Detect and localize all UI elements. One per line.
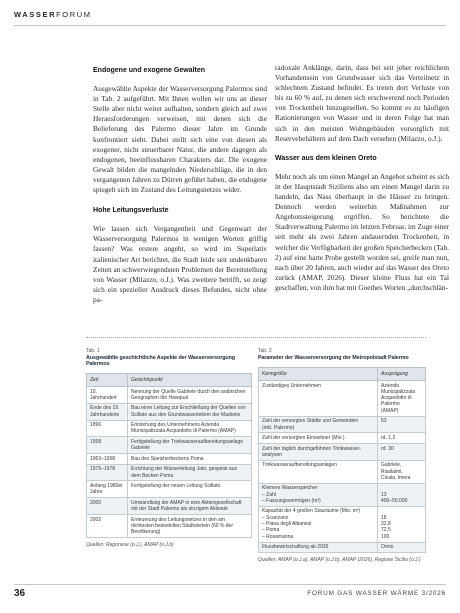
page-footer [14, 584, 446, 600]
cell-line: Acquedotto di Palermo [381, 395, 412, 408]
cell-period: Anfang 1980er Jahre [87, 481, 128, 498]
cell-line: – Rosamarina [262, 533, 294, 540]
cell-line: – Poma [262, 527, 280, 534]
cell-aspect: Fertigstellung der Trinkwasseraufbereitungsanlage Gabriele [128, 437, 252, 454]
table-row [87, 420, 252, 437]
logo-light: FORUM [56, 10, 92, 19]
table-1 [86, 348, 252, 548]
cell-line: Zuständiges Unternehmen [262, 382, 321, 389]
cell-value [378, 483, 426, 506]
section-heading: Wasser aus dem kleinen Oreto [275, 154, 377, 162]
cell-parameter [259, 443, 378, 460]
cell-aspect: Nennung der Quelle Gabriele durch den arabischen Geographen Ibn Hawqual [128, 387, 252, 404]
cell-parameter [259, 460, 378, 483]
right-text-column [275, 63, 449, 293]
table-row [87, 387, 252, 404]
cell-value [378, 443, 426, 460]
cell-line: analysen [262, 451, 283, 458]
cell-parameter [259, 542, 378, 552]
cell-line: – Zahl [262, 491, 276, 498]
table-row [87, 437, 252, 454]
table-row [259, 506, 426, 542]
cell-line: 400–50.000 [381, 497, 408, 504]
cell-line: Kapazität der 4 großen Stauräume (Mio. m³) [262, 508, 361, 515]
cell-value [378, 460, 426, 483]
table-row [259, 542, 426, 552]
column-header: Gesichtspunkt [128, 374, 252, 387]
page-number: 36 [14, 588, 26, 599]
cell-line: Gabriele, Risalaimi, [381, 462, 403, 475]
page-header [14, 10, 446, 26]
cell-line: 13 [381, 491, 387, 498]
table-title: Parameter der Wasserversorgung der Metropolstadt Palermo [258, 355, 409, 361]
section-heading: Endogene und exogene Gewalten [93, 67, 206, 74]
cell-period: 10. Jahrhundert [87, 387, 128, 404]
table-row [87, 481, 252, 498]
table-row [87, 403, 252, 420]
logo-bold: WASSER [14, 10, 57, 19]
table-row [259, 460, 426, 483]
cell-period: 2000 [87, 498, 128, 515]
table-2 [258, 348, 426, 563]
cell-line: (AMAP) [381, 407, 399, 414]
table-row [87, 464, 252, 481]
table-row [259, 433, 426, 443]
cell-line: (inkl. Palermo) [262, 424, 295, 431]
table-row [259, 381, 426, 417]
cell-line: Oreto [381, 544, 394, 551]
cell-line: Flussbewirtschaftung ab 2026 [262, 544, 329, 551]
cell-parameter [259, 381, 378, 417]
cell-period: 1896 [87, 420, 128, 437]
magazine-logo [14, 10, 446, 19]
cell-period: Ende des 19. Jahrhunderts [87, 403, 128, 420]
column-header: Zeit [87, 374, 128, 387]
table-row [87, 454, 252, 464]
cell-line: 53 [381, 418, 387, 425]
footer-rule [14, 584, 446, 585]
cell-parameter [259, 433, 378, 443]
cell-parameter [259, 483, 378, 506]
table-number: Tab. 1 [86, 348, 100, 354]
column-header: Ausprägung [378, 368, 426, 381]
cell-aspect: Entstehung des Unternehmens Azienda Municipalizzata Acquedotto di Palermo (AMAP) [128, 420, 252, 437]
cell-aspect: Bau des Speicherbeckens Poma [128, 454, 252, 464]
cell-aspect: Umwandlung der AMAP in eine Aktiengesellschaft mit der Stadt Palermo als einzigem Aktionär [128, 498, 252, 515]
cell-aspect: Fertigstellung der neuen Leitung Scillato [128, 481, 252, 498]
body-paragraph: Wie lassen sich Vergangenheit und Gegenwart der Wasserversorgung Palermos in wenigen Worten griffig fassen? Was erstere angeht, so wird im Superlativ italienischer Art berichtet, die Stadt leide seit undenkbaren Zeiten an schwerwiegendsten Problemen der Bereitstellung von Wasser (Milazzo, o.J.). Was zweitere betrifft, so zeigt sich ein spezieller Ausdruck dieses Befundes, nicht ohne pa- [93, 224, 267, 304]
cell-value [378, 506, 426, 542]
header-rule [14, 25, 446, 26]
cell-line: Zahl der versorgten Einwohner (Mio.) [262, 435, 345, 442]
cell-line: rd. 1,2 [381, 435, 396, 442]
table-title: Ausgewählte geschichtliche Aspekte der Wasserversorgung Palermos [86, 355, 235, 367]
cell-value [378, 381, 426, 417]
table-source: Quellen: AMAP (o.J.a), AMAP (o.J.b), AMAP (2026), Regione Sicilia (o.J.) [258, 557, 421, 564]
cell-aspect: Bau einer Leitung zur Erschließung der Quellen von Scillato aus den Grundwasserleitern der Madonie [128, 403, 252, 420]
table-number: Tab. 2 [258, 348, 272, 354]
table-row [259, 483, 426, 506]
cell-parameter [259, 416, 378, 433]
body-paragraph: Mehr noch als um einen Mangel an Angebot scheint es sich in der Hauptstadt Siziliens also um einen Mangel darin zu handeln, das Nass überhaupt in die Häuser zu bringen. Dennoch werden weiterhin Maßnahmen zur Angebotssteigerung ergriffen. So berichtete die Stadtverwaltung Palermo im letzten Februar, im Zuge einer seit mehr als zwei Jahren andauernden Trockenheit, in welcher die Verfügbarkeit der großen Speicherbecken (Tab. 2) auf eine harte Probe gestellt worden sei, greife man nun, nach über 20 Jahren, auch wieder auf das Wasser des Oreto zurück (AMAP, 2026). Dieser kleine Fluss hat ein Tal geschaffen, von ihm hat mit Goethes Worten „durchschlän- [275, 171, 449, 292]
cell-line: Zahl der täglich durchgeführten Trinkwasser- [262, 445, 361, 452]
column-header: Kenngröße [259, 368, 378, 381]
parameter-table [258, 367, 426, 553]
table-source: Quellen: Ragonese (o.J.), AMAP (o.J.b) [86, 542, 174, 549]
cell-line: Trinkwasseraufbereitungsanlagen [262, 462, 337, 469]
table-row [259, 416, 426, 433]
body-paragraph: radoxale Anklänge, darin, dass bei seit jeher reichlichem Vorhandensein von Grundwasser sich das Verteilnetz in schlechtem Zustand befindet. Es treten dort Verluste von bis zu 60 % auf, zu denen sich erschwerend noch Perioden von Trockenheit hinzugesellen. So kommt es zu häufigen Rationierungen von Wasser und in deren Folge hat man sich in den meisten Wohngebäuden vorsorglich mit Reservebehältern auf dem Dach versehen (Milazzo, o.J.). [275, 63, 449, 143]
cell-period: 1958 [87, 437, 128, 454]
section-divider [86, 337, 426, 338]
cell-line: 32,8 [381, 521, 391, 528]
cell-line: – Fassungsvermögen (m³) [262, 497, 321, 504]
cell-aspect: Errichtung der Wasserleitung Jato, gespeist aus dem Becken Poma [128, 464, 252, 481]
cell-line: 100 [381, 533, 390, 540]
cell-line: Kleinere Wasserspeicher [262, 485, 318, 492]
cell-aspect: Erneuerung des Leitungsnetzes in den am dichtesten besiedelten Stadtvierteln (60 % der Bevölkerung) [128, 514, 252, 537]
cell-line: Azienda Municipalizzata [381, 382, 416, 395]
cell-parameter [259, 506, 378, 542]
cell-value [378, 416, 426, 433]
journal-issue: FORUM GAS WASSER WÄRME 3/2026 [307, 590, 446, 597]
cell-line: 18 [381, 514, 387, 521]
cell-line: – Scanzano [262, 514, 289, 521]
left-text-column [93, 66, 267, 305]
history-table [86, 373, 252, 538]
cell-line: 72,5 [381, 527, 391, 534]
cell-line: rd. 30 [381, 445, 394, 452]
table-row [259, 443, 426, 460]
cell-period: 1975–1978 [87, 464, 128, 481]
section-heading: Hohe Leitungsverluste [93, 207, 169, 215]
cell-period: 2002 [87, 514, 128, 537]
cell-period: 1963–1968 [87, 454, 128, 464]
cell-value [378, 433, 426, 443]
table-row [87, 514, 252, 537]
cell-line: Cicala, Imera [381, 474, 411, 481]
cell-line: – Piana degli Albanesi [262, 521, 312, 528]
cell-value [378, 542, 426, 552]
cell-line: Zahl der versorgten Städte und Gemeinden [262, 418, 359, 425]
body-paragraph: Ausgewählte Aspekte der Wasserversorgung Palermos sind in Tab. 2 aufgeführt. Mit Ihnen wollen wir uns an dieser Stelle aber nicht weiter aufhalten, sondern gleich auf zwei Herausforderungen verweisen, mit denen sich die Belieferung des Palermo dieser Jahre im Grunde konfrontiert sieht. Dabei stellt sich eine von diesen als exogener, nicht steuerbarer Natur, die andere dagegen als endogenen, beeinflussbaren Charakters dar. Die exogene Gewalt bilden die mangelnden Niederschläge, die in den vergangenen Jahren zu Dürren geführt haben, die endogene spiegelt sich im Zustand des Leitungsnetzes wider. [93, 84, 267, 195]
table-row [87, 498, 252, 515]
